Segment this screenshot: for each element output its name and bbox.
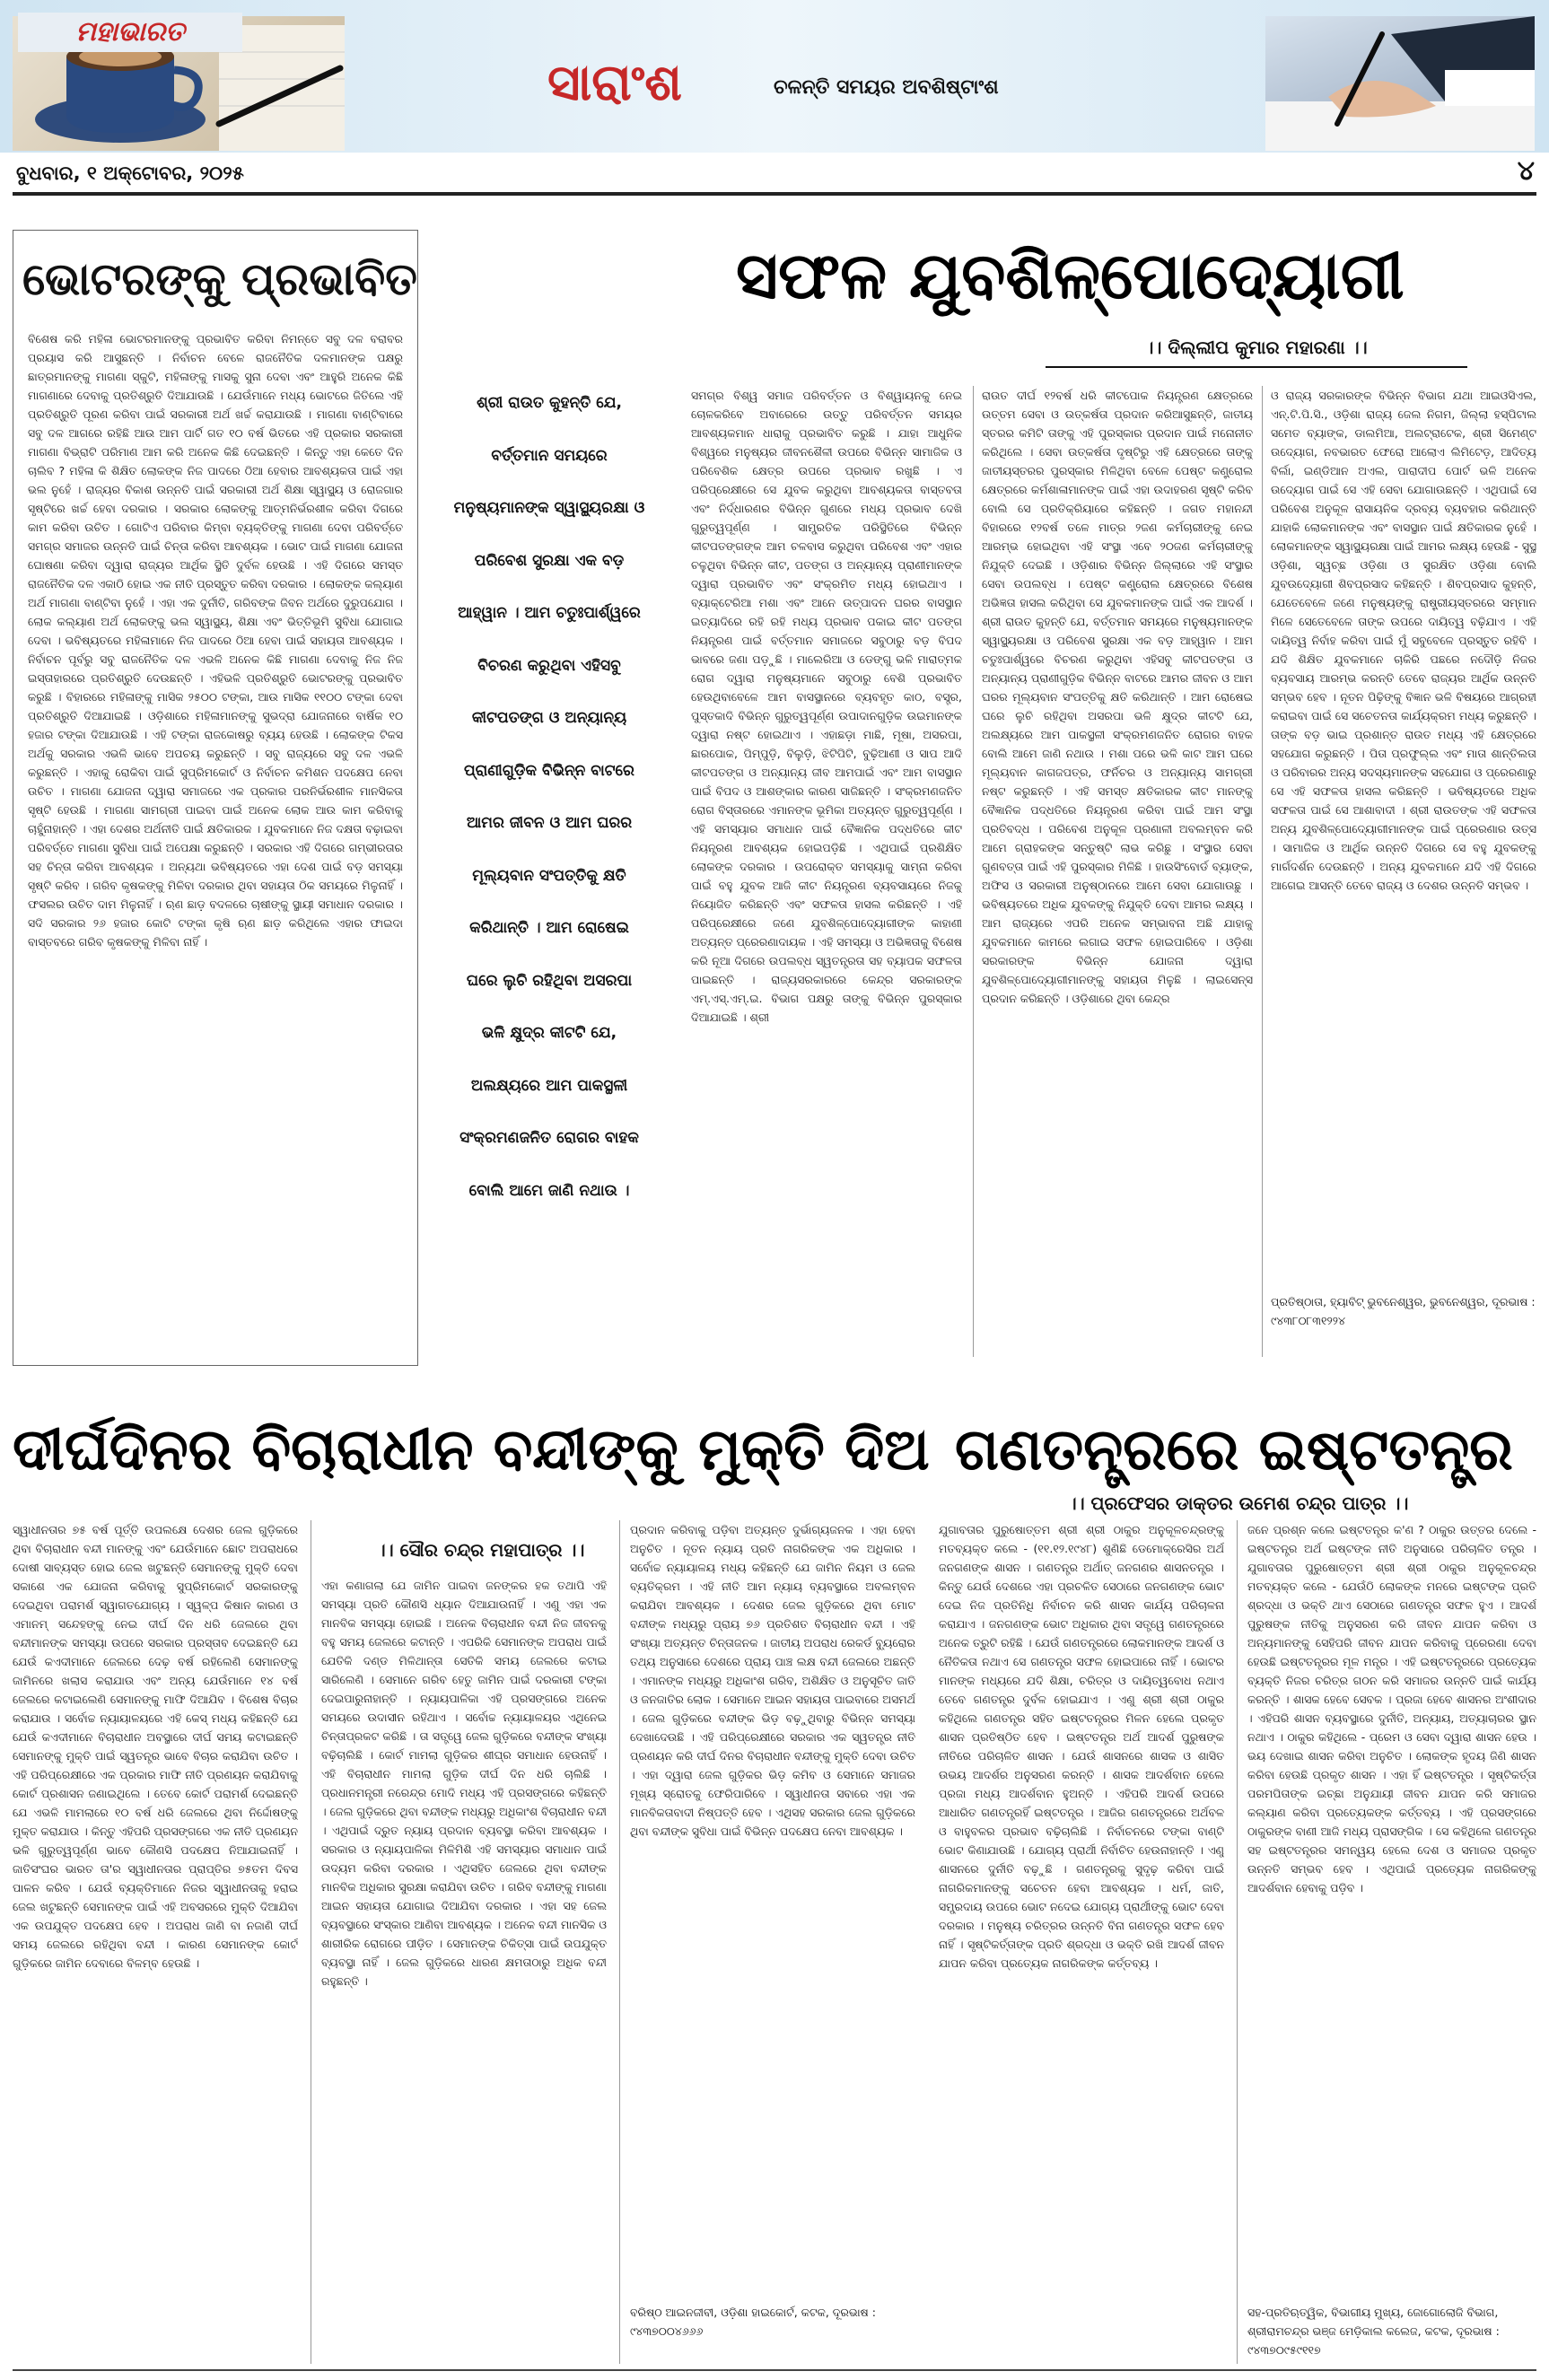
article-democracy-col1: ଯୁଗାବତାର ପୁରୁଷୋତ୍ତମ ଶ୍ରୀ ଶ୍ରୀ ଠାକୁର ଅନୁକୂଳଚନ୍ଦ୍ରଙ୍କୁ ମତବ୍ୟକ୍ତ କଲେ - (୧୧.୧୨.୧୯୪୮) ଶୁଣିଛି ଡେମୋକ୍ରେସିର ଅର୍ଥ ଜନଗଣଙ୍କ ଶାସନ । ଗଣତନ୍ତ୍ର ଅର୍ଥାତ୍ ଜନଗଣର ଶାସନତନ୍ତ୍ର । କିନ୍ତୁ ଯେଉଁ ଦେଶରେ ଏହା ପ୍ରଚଳିତ ସେଠାରେ ଜନଗଣଙ୍କ ଭୋଟ ଦେଇ ନିଜ ପ୍ରତିନିଧି ନିର୍ବାଚନ କରି ଶାସନ କାର୍ଯ୍ୟ ପରିଚାଳନା କରାଯାଏ । ଜନଗଣଙ୍କ ଭୋଟ ଅଧିକାର ଥିବା ସତ୍ତ୍ୱେ ଗଣତନ୍ତ୍ରରେ ଅନେକ ତ୍ରୁଟି ରହିଛି । ଯେଉଁ ଗଣତନ୍ତ୍ରରେ ଲୋକମାନଙ୍କ ଆଦର୍ଶ ଓ ନୈତିକତା ନଥାଏ ସେ ଗଣତନ୍ତ୍ର ସଫଳ ହୋଇପାରେ ନାହିଁ । ଭୋଟର ମାନଙ୍କ ମଧ୍ୟରେ ଯଦି ଶିକ୍ଷା, ଚରିତ୍ର ଓ ଦାୟିତ୍ୱବୋଧ ନଥାଏ ତେବେ ଗଣତନ୍ତ୍ର ଦୁର୍ବଳ ହୋଇଯାଏ । ଏଣୁ ଶ୍ରୀ ଶ୍ରୀ ଠାକୁର କହିଥିଲେ ଗଣତନ୍ତ୍ର ସହିତ ଇଷ୍ଟତନ୍ତ୍ରର ମିଳନ ହେଲେ ପ୍ରକୃତ ଶାସନ ପ୍ରତିଷ୍ଠିତ ହେବ । ଇଷ୍ଟତନ୍ତ୍ର ଅର୍ଥ ଆଦର୍ଶ ପୁରୁଷଙ୍କ ନୀତିରେ ପରିଚାଳିତ ଶାସନ । ଯେଉଁ ଶାସନରେ ଶାସକ ଓ ଶାସିତ ଉଭୟ ଆଦର୍ଶର ଅନୁସରଣ କରନ୍ତି । ଶାସକ ଆଦର୍ଶବାନ ହେଲେ ପ୍ରଜା ମଧ୍ୟ ଆଦର୍ଶବାନ ହୁଅନ୍ତି । ଏହିପରି ଆଦର୍ଶ ଉପରେ ଆଧାରିତ ଗଣତନ୍ତ୍ରହିଁ ଇଷ୍ଟତନ୍ତ୍ର । ଆଜିର ଗଣତନ୍ତ୍ରରେ ଅର୍ଥବଳ ଓ ବାହୁବଳର ପ୍ରଭାବ ବଢ଼ିଚାଲିଛି । ନିର୍ବାଚନରେ ଟଙ୍କା ବାଣ୍ଟି ଭୋଟ କିଣାଯାଉଛି । ଯୋଗ୍ୟ ପ୍ରାର୍ଥୀ ନିର୍ବାଚିତ ହେଉନାହାନ୍ତି । ଏଣୁ ଶାସନରେ ଦୁର୍ନୀତି ବଢ଼ୁଛି । ଗଣତନ୍ତ୍ରକୁ ସୁଦୃଢ଼ କରିବା ପାଇଁ ନାଗରିକମାନଙ୍କୁ ସଚେତନ ହେବା ଆବଶ୍ୟକ । ଧର୍ମ, ଜାତି, ସମ୍ପ୍ରଦାୟ ଉପରେ ଭୋଟ ନଦେଇ ଯୋଗ୍ୟ ପ୍ରାର୍ଥୀଙ୍କୁ ଭୋଟ ଦେବା ଦରକାର । ମନୁଷ୍ୟ ଚରିତ୍ରର ଉନ୍ନତି ବିନା ଗଣତନ୍ତ୍ର ସଫଳ ହେବ ନାହିଁ । ସୃଷ୍ଟିକର୍ତ୍ତାଙ୍କ ପ୍ରତି ଶ୍ରଦ୍ଧା ଓ ଭକ୍ତି ରଖି ଆଦର୍ଶ ଜୀବନ ଯାପନ କରିବା ପ୍ରତ୍ୟେକ ନାଗରିକଙ୍କ କର୍ତ୍ତବ୍ୟ । xyxy=(939,1523,1224,1970)
pull-quote-line: ଅଲକ୍ଷ୍ୟରେ ଆମ ପାକସ୍ଥଳୀ xyxy=(470,1076,628,1095)
pull-quote-line: ଘରେ ଲୁଚି ରହିଥିବା ଅସରପା xyxy=(466,971,633,990)
article-democracy-headline: ଗଣତନ୍ତ୍ରରେ ଇଷ୍ଟତନ୍ତ୍ର xyxy=(955,1417,1513,1483)
column-divider xyxy=(1237,1520,1238,2364)
column-divider xyxy=(619,1520,620,2364)
pull-quote-line: କୀଟପତଙ୍ଗ ଓ ଅନ୍ୟାନ୍ୟ xyxy=(471,709,627,727)
article-entrepreneur-byline: ।। ଦିଲ୍ଲୀପ କୁମାର ମହାରଣା ।। xyxy=(1145,337,1368,358)
article-entrepreneur-col1: ସମଗ୍ର ବିଶ୍ୱ ସମାଜ ପରିବର୍ତ୍ତନ ଓ ବିଶ୍ୱାୟନକୁ ନେଇ ଚୋଳକରିବେ ଅବାରେରେ ଉତ୍ତୁ ପରିବର୍ତ୍ତନ ସମୟର ଆବଶ୍ୟକମାନ ଧାରାକୁ ପ୍ରଭାବିତ କରୁଛି । ଯାହା ଆଧୁନିକ ବିଶ୍ୱରେ ମନୁଷ୍ୟର ଜୀବନଶୈଳୀ ଉପରେ ବିଭିନ୍ନ ସାମାଜିକ ଓ ପରିବେଶିକ କ୍ଷେତ୍ର ଉପରେ ପ୍ରଭାବ ରଖୁଛି । ଏ ପରିପ୍ରେକ୍ଷୀରେ ସେ ଯୁବକ କରୁଥିବା ଆବଶ୍ୟକତା ବାସ୍ତବତା ଏବଂ ନିର୍ଦ୍ଧାରଣର ବିଭିନ୍ନ ଗୁଣରେ ମଧ୍ୟ ପ୍ରଭାବ ଦେଖି ଗୁରୁତ୍ୱପୂର୍ଣ୍ଣ । ସାମ୍ପ୍ରତିକ ପରିସ୍ଥିତିରେ ବିଭିନ୍ନ କୀଟପତଙ୍ଗଙ୍କ ଆମ ଚଳବାସ କରୁଥିବା ପରିବେଶ ଏବଂ ଏହାର ଚଳୁଥିବା ବିଭିନ୍ନ କୀଟ, ପତଙ୍ଗ ଓ ଅନ୍ୟାନ୍ୟ ପ୍ରାଣୀମାନଙ୍କ ଦ୍ୱାରା ପ୍ରଭାବିତ ଏବଂ ସଂକ୍ରମିତ ମଧ୍ୟ ହୋଇଥାଏ । ବ୍ୟାକ୍ଟେରିଆ ମଶା ଏବଂ ଆନେ ଉତ୍ପାଦନ ଘରର ବାସସ୍ଥାନ ଇତ୍ୟାଦିରେ ରହି ରହି ମଧ୍ୟ ପ୍ରଭାବ ପକାଇ କୀଟ ପତଙ୍ଗ ନିୟନ୍ତ୍ରଣ ପାଇଁ ବର୍ତ୍ତମାନ ସମାଜରେ ସବୁଠାରୁ ବଡ଼ ବିପଦ ଭାବରେ ଜଣା ପଡ଼ୁଛି । ମାଲେରିଆ ଓ ଡେଙ୍ଗୁ ଭଳି ମାରାତ୍ମକ ରୋଗ ଦ୍ୱାରା ମନୁଷ୍ୟମାନେ ସବୁଠାରୁ ବେଶି ପ୍ରଭାବିତ ହେଉଥିବାବେଳେ ଆମ ବାସସ୍ଥାନରେ ବ୍ୟବହୃତ କାଠ, ବସ୍ତ୍ର, ପୁସ୍ତକାଦି ବିଭିନ୍ନ ଗୁରୁତ୍ୱପୂର୍ଣ୍ଣ ଉପାଦାନଗୁଡ଼ିକ ଉଇମାନଙ୍କ ଦ୍ୱାରା ନଷ୍ଟ ହୋଇଥାଏ । ଏହାଛଡ଼ା ମାଛି, ମୂଷା, ଅସରପା, ଛାରପୋକ, ପିମ୍ପୁଡ଼ି, ବିଲୁଡ଼ି, ଝିଟିପିଟି, ବୁଢ଼ିଆଣୀ ଓ ସାପ ଆଦି କୀଟପତଙ୍ଗ ଓ ଅନ୍ୟାନ୍ୟ ଜୀବ ଆମପାଇଁ ଏବଂ ଆମ ବାସସ୍ଥାନ ପାଇଁ ବିପଦ ଓ ଆଶଙ୍କାର କାରଣ ସାଜିଛନ୍ତି । ସଂକ୍ରମଣଜନିତ ରୋଗ ବିସ୍ତାରରେ ଏମାନଙ୍କ ଭୂମିକା ଅତ୍ୟନ୍ତ ଗୁରୁତ୍ୱପୂର୍ଣ୍ଣ । ଏହି ସମସ୍ୟାର ସମାଧାନ ପାଇଁ ବୈଜ୍ଞାନିକ ପଦ୍ଧତିରେ କୀଟ ନିୟନ୍ତ୍ରଣ ଆବଶ୍ୟକ ହୋଇପଡ଼ିଛି । ଏଥିପାଇଁ ପ୍ରଶିକ୍ଷିତ ଲୋକଙ୍କ ଦରକାର । ଉପରୋକ୍ତ ସମସ୍ୟାକୁ ସାମ୍ନା କରିବା ପାଇଁ ବହୁ ଯୁବକ ଆଜି କୀଟ ନିୟନ୍ତ୍ରଣ ବ୍ୟବସାୟରେ ନିଜକୁ ନିୟୋଜିତ କରିଛନ୍ତି ଏବଂ ସଫଳତା ହାସଲ କରିଛନ୍ତି । ଏହି ପରିପ୍ରେକ୍ଷୀରେ ଜଣେ ଯୁବଶିଳ୍ପୋଦ୍ୟୋଗୀଙ୍କ କାହାଣୀ ଅତ୍ୟନ୍ତ ପ୍ରେରଣାଦାୟକ । ଏହି ସମସ୍ୟା ଓ ଅଭିଜ୍ଞତାକୁ ବିଶେଷ କରି ନୂଆ ଦିଗରେ ଉପଲବ୍ଧ ସ୍ୱତନ୍ତ୍ରତା ସହ ବ୍ୟାପକ ସଫଳତା ପାଇଛନ୍ତି । ରାଜ୍ୟସରକାରରେ କେନ୍ଦ୍ର ସରକାରଙ୍କ ଏମ୍‌.ଏସ୍‌.ଏମ୍‌.ଇ. ବିଭାଗ ପକ୍ଷରୁ ତାଙ୍କୁ ବିଭିନ୍ନ ପୁରସ୍କାର ଦିଆଯାଇଛି । ଶ୍ରୀ xyxy=(691,389,962,1024)
pull-quote-line: ସଂକ୍ରମଣଜନିତ ରୋଗର ବାହକ xyxy=(459,1129,639,1147)
article-entrepreneur-headline: ସଫଳ ଯୁବଶିଳ୍ପୋଦ୍ୟୋଗୀ xyxy=(736,238,1405,313)
article-prisoners-headline: ଦୀର୍ଘଦିନର ବିଚାରାଧୀନ ବନ୍ଦୀଙ୍କୁ ମୁକ୍ତି ଦିଅ xyxy=(13,1417,930,1483)
section-tagline: ଚଳନ୍ତି ସମୟର ଅବଶିଷ୍ଟାଂଶ xyxy=(774,76,999,99)
pull-quote-line: ପ୍ରାଣୀଗୁଡ଼ିକ ବିଭିନ୍ନ ବାଟରେ xyxy=(464,761,634,780)
pull-quote-line: ବର୍ତ୍ତମାନ ସମୟରେ xyxy=(491,446,608,465)
pull-quote-line: ପରିବେଶ ସୁରକ୍ଷା ଏକ ବଡ଼ xyxy=(474,551,625,570)
pull-quote-line: ବିଚରଣ କରୁଥିବା ଏହିସବୁ xyxy=(477,656,621,675)
article-prisoners-col1: ସ୍ୱାଧୀନତାର ୭୫ ବର୍ଷ ପୂର୍ତ୍ତି ଉପଲକ୍ଷେ ଦେଶର ଜେଲ ଗୁଡ଼ିକରେ ଥିବା ବିଚାରାଧୀନ ବନ୍ଦୀ ମାନଙ୍କୁ ଏବଂ ଯେଉଁମାନେ ଛୋଟ ଅପରାଧରେ ଦୋଷୀ ସାବ୍ୟସ୍ତ ହୋଇ ଜେଲ ଖଟୁଛନ୍ତି ସେମାନଙ୍କୁ ମୁକ୍ତି ଦେବା ସକାଶେ ଏକ ଯୋଜନା କରିବାକୁ ସୁପ୍ରିମକୋର୍ଟ ସରକାରଙ୍କୁ ଦେଇଥିବା ପରାମର୍ଶ ସ୍ୱାଗତଯୋଗ୍ୟ । ସ୍ୱଳ୍ପ କିଷାନ କାରଣ ଓ ଏମାନମ୍ ସନ୍ଦେହଙ୍କୁ ନେଇ ଦୀର୍ଘ ଦିନ ଧରି ଜେଲରେ ଥିବା ବନ୍ଦୀମାନଙ୍କ ସମସ୍ୟା ଉପରେ ସରକାର ପ୍ରସ୍ତାବ ଦେଇଛନ୍ତି ଯେ ଯେଉଁ କଏଦୀମାନେ ଜେଲରେ ଦେଢ଼ ବର୍ଷ ରହିଲେଣି ସେମାନଙ୍କୁ ଜାମିନରେ ଖଲାସ କରାଯାଉ ଏବଂ ଅନ୍ୟ ଯେଉଁମାନେ ୧୪ ବର୍ଷ ଜେଲରେ କଟାଇଲେଣି ସେମାନଙ୍କୁ ମାଫି ଦିଆଯିବ । ବିଶେଷ ବିଚାର କରାଯାଉ । ସର୍ବୋଚ୍ଚ ନ୍ୟାୟାଳୟରେ ଏହି କେସ୍ ମଧ୍ୟ କହିଛନ୍ତି ଯେ ଯେଉଁ କଏଦୀମାନେ ବିଚାରାଧୀନ ଅବସ୍ଥାରେ ଦୀର୍ଘ ସମୟ କଟାଇଛନ୍ତି ସେମାନଙ୍କୁ ମୁକ୍ତି ପାଇଁ ସ୍ୱତନ୍ତ୍ର ଭାବେ ବିଚାର କରାଯିବା ଉଚିତ । ଏହି ପରିପ୍ରେକ୍ଷୀରେ ଏକ ପ୍ରକାର ମାଫି ନୀତି ପ୍ରଣୟନ କରାଯିବାକୁ କୋର୍ଟ ପ୍ରଶାସନ ଜଣାଇଥିଲେ । ତେବେ କୋର୍ଟ ପରାମର୍ଶ ଦେଇଛନ୍ତି ଯେ ଏଭଳି ମାମଲାରେ ୧୦ ବର୍ଷ ଧରି ଜେଲରେ ଥିବା ନିର୍ଦ୍ଦୋଷଙ୍କୁ ମୁକ୍ତ କରାଯାଉ । କିନ୍ତୁ ଏହିପରି ପ୍ରସଙ୍ଗରେ ଏକ ନୀତି ପ୍ରଣୟନ ଭଳି ଗୁରୁତ୍ୱପୂର୍ଣ୍ଣ ଭାବେ କୌଣସି ପଦକ୍ଷେପ ନିଆଯାଇନାହିଁ । ଜାତିସଂଘର ଭାରତ ତା'ର ସ୍ୱାଧୀନତାର ପ୍ରାପ୍ତିର ୭୫ତମ ଦିବସ ପାଳନ କରିବ । ଯେଉଁ ବ୍ୟକ୍ତିମାନେ ନିଜର ସ୍ୱାଧୀନତାକୁ ହରାଇ ଜେଲ ଖଟୁଛନ୍ତି ସେମାନଙ୍କ ପାଇଁ ଏହି ଅବସରରେ ମୁକ୍ତି ଦିଆଯିବା ଏକ ଉପଯୁକ୍ତ ପଦକ୍ଷେପ ହେବ । ଅପରାଧ ଜାଣି ବା ନଜାଣି ଦୀର୍ଘ ସମୟ ଜେଲରେ ରହିଥିବା ବନ୍ଦୀ । କାରଣ ସେମାନଙ୍କ କୋର୍ଟ ଗୁଡ଼ିକରେ ଜାମିନ ଦେବାରେ ବିଳମ୍ବ ହେଉଛି । xyxy=(13,1523,298,1970)
article-prisoners-col2: ଏହା କଣାଗଲା ଯେ ଜାମିନ ପାଇବା ଜନଙ୍କର ହକ ତଥାପି ଏହି ସମସ୍ୟା ପ୍ରତି କୌଣସି ଧ୍ୟାନ ଦିଆଯାଉନାହିଁ । ଏଣୁ ଏହା ଏକ ମାନବିକ ସମସ୍ୟା ହୋଇଛି । ଅନେକ ବିଚାରାଧୀନ ବନ୍ଦୀ ନିଜ ଜୀବନକୁ ବହୁ ସମୟ ଜେଲରେ କଟାନ୍ତି । ଏପରିକି ସେମାନଙ୍କ ଅପରାଧ ପାଇଁ ଯେତିକି ଦଣ୍ଡ ମିଳିଥାନ୍ତା ସେତିକି ସମୟ ଜେଲରେ କଟାଇ ସାରିଲେଣି । ସେମାନେ ଗରିବ ହେତୁ ଜାମିନ ପାଇଁ ଦରକାରୀ ଟଙ୍କା ଦେଇପାରୁନାହାନ୍ତି । ନ୍ୟାୟପାଳିକା ଏହି ପ୍ରସଙ୍ଗରେ ଅନେକ ସମୟରେ ଉଦାସୀନ ରହିଥାଏ । ସର୍ବୋଚ୍ଚ ନ୍ୟାୟାଳୟର ଏଥିନେଇ ଚିନ୍ତାପ୍ରକଟ କରିଛି । ତା ସତ୍ତ୍ୱେ ଜେଲ ଗୁଡ଼ିକରେ ବନ୍ଦୀଙ୍କ ସଂଖ୍ୟା ବଢ଼ିଚାଲିଛି । କୋର୍ଟ ମାମଲା ଗୁଡ଼ିକର ଶୀଘ୍ର ସମାଧାନ ହେଉନାହିଁ । ଏହି ବିଚାରାଧୀନ ମାମଲା ଗୁଡ଼ିକ ଦୀର୍ଘ ଦିନ ଧରି ଚାଲିଛି । ପ୍ରଧାନମନ୍ତ୍ରୀ ନରେନ୍ଦ୍ର ମୋଦି ମଧ୍ୟ ଏହି ପ୍ରସଙ୍ଗରେ କହିଛନ୍ତି । ଜେଲ ଗୁଡ଼ିକରେ ଥିବା ବନ୍ଦୀଙ୍କ ମଧ୍ୟରୁ ଅଧିକାଂଶ ବିଚାରାଧୀନ ବନ୍ଦୀ । ଏଥିପାଇଁ ଦ୍ରୁତ ନ୍ୟାୟ ପ୍ରଦାନ ବ୍ୟବସ୍ଥା କରିବା ଆବଶ୍ୟକ । ସରକାର ଓ ନ୍ୟାୟପାଳିକା ମିଳିମିଶି ଏହି ସମସ୍ୟାର ସମାଧାନ ପାଇଁ ଉଦ୍ୟମ କରିବା ଦରକାର । ଏଥିସହିତ ଜେଲରେ ଥିବା ବନ୍ଦୀଙ୍କ ମାନବିକ ଅଧିକାର ସୁରକ୍ଷା କରାଯିବା ଉଚିତ । ଗରିବ ବନ୍ଦୀଙ୍କୁ ମାଗଣା ଆଇନ ସହାୟତା ଯୋଗାଇ ଦିଆଯିବା ଦରକାର । ଏହା ସହ ଜେଲ ବ୍ୟବସ୍ଥାରେ ସଂସ୍କାର ଆଣିବା ଆବଶ୍ୟକ । ଅନେକ ବନ୍ଦୀ ମାନସିକ ଓ ଶାରୀରିକ ରୋଗରେ ପୀଡ଼ିତ । ସେମାନଙ୍କ ଚିକିତ୍ସା ପାଇଁ ଉପଯୁକ୍ତ ବ୍ୟବସ୍ଥା ନାହିଁ । ଜେଲ ଗୁଡ଼ିକରେ ଧାରଣ କ୍ଷମତାଠାରୁ ଅଧିକ ବନ୍ଦୀ ରହୁଛନ୍ତି । xyxy=(321,1579,607,1988)
header-rule xyxy=(13,192,1536,196)
writing-hand-icon xyxy=(1265,16,1535,151)
article-entrepreneur-author-info: ପ୍ରତିଷ୍ଠାତା, ହ୍ୟାବିଟ୍ ଭୁବନେଶ୍ୱର, ଭୁବନେଶ୍ୱର, ଦୂରଭାଷ : ୯୪୩୮୦୮୩୧୨୨୪ xyxy=(1271,1295,1536,1327)
article-democracy-byline: ।। ପ୍ରଫେସର ଡାକ୍ତର ଉମେଶ ଚନ୍ଦ୍ର ପାତ୍ର ।। xyxy=(1068,1492,1409,1514)
article-prisoners-byline: ।। ସୌର ଚନ୍ଦ୍ର ମହାପାତ୍ର ।। xyxy=(377,1539,585,1561)
pull-quote-line: ମନୁଷ୍ୟମାନଙ୍କ ସ୍ୱାସ୍ଥ୍ୟରକ୍ଷା ଓ xyxy=(453,499,645,517)
byline-rule xyxy=(1046,366,1467,368)
pull-quote xyxy=(427,377,671,1221)
article-democracy-author-info: ସହ-ପ୍ରତିଋତ୍ୱିକ, ବିଭାଗୀୟ ମୁଖ୍ୟ, ଜୋଗୋଲୋଜି ବିଭାଗ, ଶ୍ରୀରାମଚନ୍ଦ୍ର ଭଞ୍ଜ ମେଡ଼ିକାଲ କଲେଜ, କଟକ, ଦୂରଭାଷ : ୯୪୩୭୦୯୫୯୧୧୭ xyxy=(1247,2306,1500,2357)
bottom-rule xyxy=(13,2369,1536,2371)
article-voters-box xyxy=(13,230,418,1366)
pull-quote-line: ମୂଲ୍ୟବାନ ସଂପତ୍ତିକୁ କ୍ଷତି xyxy=(472,866,626,885)
article-voters-headline: ଭୋଟରଙ୍କୁ ପ୍ରଭାବିତ xyxy=(22,253,417,305)
section-title: ସାରାଂଶ xyxy=(547,54,682,112)
article-prisoners-col3: ପ୍ରଦାନ କରିବାକୁ ପଡ଼ିବା ଅତ୍ୟନ୍ତ ଦୁର୍ଭାଗ୍ୟଜନକ । ଏହା ହେବା ଅନୁଚିତ । ନୂତନ ନ୍ୟାୟ ପ୍ରତି ନାଗରିକଙ୍କ ଏକ ଅଧିକାର । ସର୍ବୋଚ୍ଚ ନ୍ୟାୟାଳୟ ମଧ୍ୟ କହିଛନ୍ତି ଯେ ଜାମିନ ନିୟମ ଓ ଜେଲ ବ୍ୟତିକ୍ରମ । ଏହି ନୀତି ଆମ ନ୍ୟାୟ ବ୍ୟବସ୍ଥାରେ ଅବଲମ୍ବନ କରାଯିବା ଆବଶ୍ୟକ । ଦେଶର ଜେଲ ଗୁଡ଼ିକରେ ଥିବା ମୋଟ ବନ୍ଦୀଙ୍କ ମଧ୍ୟରୁ ପ୍ରାୟ ୭୬ ପ୍ରତିଶତ ବିଚାରାଧୀନ ବନ୍ଦୀ । ଏହି ସଂଖ୍ୟା ଅତ୍ୟନ୍ତ ଚିନ୍ତାଜନକ । ଜାତୀୟ ଅପରାଧ ରେକର୍ଡ ବ୍ୟୁରୋର ତଥ୍ୟ ଅନୁସାରେ ଦେଶରେ ପ୍ରାୟ ପାଞ୍ଚ ଲକ୍ଷ ବନ୍ଦୀ ଜେଲରେ ଅଛନ୍ତି । ଏମାନଙ୍କ ମଧ୍ୟରୁ ଅଧିକାଂଶ ଗରିବ, ଅଶିକ୍ଷିତ ଓ ଅନୁସୂଚିତ ଜାତି ଓ ଜନଜାତିର ଲୋକ । ସେମାନେ ଆଇନ ସହାୟତା ପାଇବାରେ ଅସମର୍ଥ । ଜେଲ ଗୁଡ଼ିକରେ ବନ୍ଦୀଙ୍କ ଭିଡ଼ ବଢ଼ୁଥିବାରୁ ବିଭିନ୍ନ ସମସ୍ୟା ଦେଖାଦେଉଛି । ଏହି ପରିପ୍ରେକ୍ଷୀରେ ସରକାର ଏକ ସ୍ୱତନ୍ତ୍ର ନୀତି ପ୍ରଣୟନ କରି ଦୀର୍ଘ ଦିନର ବିଚାରାଧୀନ ବନ୍ଦୀଙ୍କୁ ମୁକ୍ତି ଦେବା ଉଚିତ । ଏହା ଦ୍ୱାରା ଜେଲ ଗୁଡ଼ିକର ଭିଡ଼ କମିବ ଓ ସେମାନେ ସମାଜର ମୂଖ୍ୟ ସ୍ରୋତକୁ ଫେରିପାରିବେ । ସ୍ୱାଧୀନତା ସବାରେ ଏହା ଏକ ମାନବିକତାବାଦୀ ନିଷ୍ପତ୍ତି ହେବ । ଏଥିସହ ସରକାର ଜେଲ ଗୁଡ଼ିକରେ ଥିବା ବନ୍ଦୀଙ୍କ ସୁବିଧା ପାଇଁ ବିଭିନ୍ନ ପଦକ୍ଷେପ ନେବା ଆବଶ୍ୟକ । xyxy=(630,1523,915,1838)
pull-quote-line: ବୋଲି ଆମେ ଜାଣି ନଥାଉ । xyxy=(468,1181,630,1200)
article-entrepreneur-col3: ଓ ରାଜ୍ୟ ସରକାରଙ୍କ ବିଭିନ୍ନ ବିଭାଗ ଯଥା ଆଇଓସିଏଲ, ଏନ୍‌.ଟି.ପି.ସି., ଓଡ଼ିଶା ରାଜ୍ୟ ଜେଲ ନିଗମ, ଜିଲ୍ଲା ହସ୍ପିଟାଲ ସମେତ ବ୍ୟାଙ୍କ, ଡାଲମିଆ, ଅଲଟ୍ରାଟେକ, ଶ୍ରୀ ସିମେଣ୍ଟ ଉଦ୍ୟୋଗ, ନବଭାରତ ଫେରୋ ଆଲୋଏ ଲିମିଟେଡ଼, ଆଦିତ୍ୟ ବିର୍ଲା, ଇଣ୍ଡିଆନ ଅଏଲ, ପାରାଦୀପ ପୋର୍ଟ ଭଳି ଅନେକ ଉଦ୍ୟୋଗ ପାଇଁ ସେ ଏହି ସେବା ଯୋଗାଉଛନ୍ତି । ଏଥିପାଇଁ ସେ ପରିବେଶ ଅନୁକୂଳ ରାସାୟନିକ ଦ୍ରବ୍ୟ ବ୍ୟବହାର କରିଥାନ୍ତି ଯାହାକି ଲୋକମାନଙ୍କ ଏବଂ ବାସସ୍ଥାନ ପାଇଁ କ୍ଷତିକାରକ ନୁହେଁ । ଲୋକମାନଙ୍କ ସ୍ୱାସ୍ଥ୍ୟରକ୍ଷା ପାଇଁ ଆମର ଲକ୍ଷ୍ୟ ହେଉଛି - ସୁସ୍ଥ ଓଡ଼ିଶା, ସ୍ୱଚ୍ଛ ଓଡ଼ିଶା ଓ ସୁରକ୍ଷିତ ଓଡ଼ିଶା ବୋଲି ଯୁବଉଦ୍ୟୋଗୀ ଶିବପ୍ରସାଦ କହିଛନ୍ତି । ଶିବପ୍ରସାଦ କୁହନ୍ତି, ଯେତେବେଳେ ଜଣେ ମନୁଷ୍ୟଙ୍କୁ ରାଷ୍ଟ୍ରୀୟସ୍ତରରେ ସମ୍ମାନ ମିଳେ ସେତେବେଳେ ତାଙ୍କ ଉପରେ ଦାୟିତ୍ୱ ବଢ଼ିଯାଏ । ଏହି ଦାୟିତ୍ୱ ନିର୍ବାହ କରିବା ପାଇଁ ମୁଁ ସବୁବେଳେ ପ୍ରସ୍ତୁତ ରହିବି । ଯଦି ଶିକ୍ଷିତ ଯୁବକମାନେ ଚାକିରି ପଛରେ ନଦୌଡ଼ି ନିଜର ବ୍ୟବସାୟ ଆରମ୍ଭ କରନ୍ତି ତେବେ ରାଜ୍ୟର ଆର୍ଥିକ ଉନ୍ନତି ସମ୍ଭବ ହେବ । ନୂତନ ପିଢ଼ିଙ୍କୁ ବିଜ୍ଞାନ ଭଳି ବିଷୟରେ ଆଗ୍ରହୀ କରାଇବା ପାଇଁ ସେ ସଚେତନତା କାର୍ଯ୍ୟକ୍ରମ ମଧ୍ୟ କରୁଛନ୍ତି । ତାଙ୍କ ବଡ଼ ଭାଇ ପ୍ରଶାନ୍ତ ରାଉତ ମଧ୍ୟ ଏହି କ୍ଷେତ୍ରରେ ସହଯୋଗ କରୁଛନ୍ତି । ପିତା ପ୍ରଫୁଲ୍ଲ ଏବଂ ମାତା ଶାନ୍ତିଲତା ଓ ପରିବାରର ଅନ୍ୟ ସଦସ୍ୟମାନଙ୍କ ସହଯୋଗ ଓ ପ୍ରେରଣାରୁ ସେ ଏହି ସଫଳତା ହାସଲ କରିଛନ୍ତି । ଭବିଷ୍ୟତରେ ଅଧିକ ସଫଳତା ପାଇଁ ସେ ଆଶାବାଦୀ । ଶ୍ରୀ ରାଉତଙ୍କ ଏହି ସଫଳତା ଅନ୍ୟ ଯୁବଶିଳ୍ପୋଦ୍ୟୋଗୀମାନଙ୍କ ପାଇଁ ପ୍ରେରଣାର ଉତ୍ସ । ସାମାଜିକ ଓ ଆର୍ଥିକ ଉନ୍ନତି ଦିଗରେ ସେ ବହୁ ଯୁବକଙ୍କୁ ମାର୍ଗଦର୍ଶନ ଦେଉଛନ୍ତି । ଅନ୍ୟ ଯୁବକମାନେ ଯଦି ଏହି ଦିଗରେ ଆଗେଇ ଆସନ୍ତି ତେବେ ରାଜ୍ୟ ଓ ଦେଶର ଉନ୍ନତି ସମ୍ଭବ । xyxy=(1271,389,1536,892)
logo: ମହାଭାରତ xyxy=(18,13,242,52)
article-democracy-col2: ଜନେ ପ୍ରଶ୍ନ କଲେ ଇଷ୍ଟତନ୍ତ୍ର କ'ଣ ? ଠାକୁର ଉତ୍ତର ଦେଲେ - ଇଷ୍ଟତନ୍ତ୍ର ଅର୍ଥ ଇଷ୍ଟଙ୍କ ନୀତି ଅନୁସାରେ ପରିଚାଳିତ ତନ୍ତ୍ର । ଯୁଗାବତାର ପୁରୁଷୋତ୍ତମ ଶ୍ରୀ ଶ୍ରୀ ଠାକୁର ଅନୁକୂଳଚନ୍ଦ୍ର ମତବ୍ୟକ୍ତ କଲେ - ଯେଉଁଠି ଲୋକଙ୍କ ମନରେ ଇଷ୍ଟଙ୍କ ପ୍ରତି ଶ୍ରଦ୍ଧା ଓ ଭକ୍ତି ଥାଏ ସେଠାରେ ଗଣତନ୍ତ୍ର ସଫଳ ହୁଏ । ଆଦର୍ଶ ପୁରୁଷଙ୍କ ନୀତିକୁ ଅନୁସରଣ କରି ଜୀବନ ଯାପନ କରିବା ଓ ଅନ୍ୟମାନଙ୍କୁ ସେହିପରି ଜୀବନ ଯାପନ କରିବାକୁ ପ୍ରେରଣା ଦେବା ହେଉଛି ଇଷ୍ଟତନ୍ତ୍ରର ମୂଳ ମନ୍ତ୍ର । ଏହି ଇଷ୍ଟତନ୍ତ୍ରରେ ପ୍ରତ୍ୟେକ ବ୍ୟକ୍ତି ନିଜର ଚରିତ୍ର ଗଠନ କରି ସମାଜର ଉନ୍ନତି ପାଇଁ କାର୍ଯ୍ୟ କରନ୍ତି । ଶାସକ ହେବେ ସେବକ । ପ୍ରଜା ହେବେ ଶାସନର ଅଂଶୀଦାର । ଏହିପରି ଶାସନ ବ୍ୟବସ୍ଥାରେ ଦୁର୍ନୀତି, ଅନ୍ୟାୟ, ଅତ୍ୟାଚାରର ସ୍ଥାନ ନଥାଏ । ଠାକୁର କହିଥିଲେ - ପ୍ରେମ ଓ ସେବା ଦ୍ୱାରା ଶାସନ ହେଉ । ଭୟ ଦେଖାଇ ଶାସନ କରିବା ଅନୁଚିତ । ଲୋକଙ୍କ ହୃଦୟ ଜିଣି ଶାସନ କରିବା ହେଉଛି ପ୍ରକୃତ ଶାସନ । ଏହା ହିଁ ଇଷ୍ଟତନ୍ତ୍ର । ସୃଷ୍ଟିକର୍ତ୍ତା ପରମପିତାଙ୍କ ଇଚ୍ଛା ଅନୁଯାୟୀ ଜୀବନ ଯାପନ କରି ସମାଜର କଲ୍ୟାଣ କରିବା ପ୍ରତ୍ୟେକଙ୍କ କର୍ତ୍ତବ୍ୟ । ଏହି ପ୍ରସଙ୍ଗରେ ଠାକୁରଙ୍କ ବାଣୀ ଆଜି ମଧ୍ୟ ପ୍ରାସଙ୍ଗିକ । ସେ କହିଥିଲେ ଗଣତନ୍ତ୍ର ସହ ଇଷ୍ଟତନ୍ତ୍ରର ସମନ୍ୱୟ ହେଲେ ଦେଶ ଓ ସମାଜର ପ୍ରକୃତ ଉନ୍ନତି ସମ୍ଭବ ହେବ । ଏଥିପାଇଁ ପ୍ରତ୍ୟେକ ନାଗରିକଙ୍କୁ ଆଦର୍ଶବାନ ହେବାକୁ ପଡ଼ିବ । xyxy=(1247,1523,1536,1894)
pull-quote-line: ଶ୍ରୀ ରାଉତ କୁହନ୍ତି ଯେ, xyxy=(477,394,622,412)
article-prisoners-author-info: ବରିଷ୍ଠ ଆଇନଜୀବୀ, ଓଡ଼ିଶା ହାଇକୋର୍ଟ, କଟକ, ଦୂରଭାଷ : ୯୪୩୭୦୦୪୬୬୬ xyxy=(630,2306,876,2338)
article-voters-body: ବିଶେଷ କରି ମହିଳା ଭୋଟରମାନଙ୍କୁ ପ୍ରଭାବିତ କରିବା ନିମନ୍ତେ ସବୁ ଦଳ ବରାବର ପ୍ରୟାସ କରି ଆସୁଛନ୍ତି । ନିର୍ବାଚନ ବେଳେ ରାଜନୈତିକ ଦଳମାନଙ୍କ ପକ୍ଷରୁ ଛାତ୍ରମାନଙ୍କୁ ମାଗଣା ସ୍କୁଟି, ମହିଳାଙ୍କୁ ମାସକୁ ସୁନା ଦେବା ଏବଂ ଆହୁରି ଅନେକ କିଛି ମାଗଣାରେ ଦେବାକୁ ପ୍ରତିଶ୍ରୁତି ଦିଆଯାଉଛି । ଯେଉଁମାନେ ମଧ୍ୟ ଭୋଟରେ ଜିତିଲେ ଏହି ପ୍ରତିଶ୍ରୁତି ପୂରଣ କରିବା ପାଇଁ ସରକାରୀ ଅର୍ଥ ଖର୍ଚ୍ଚ କରାଯାଉଛି । ମାଗଣା ବାଣ୍ଟିବାରେ ସବୁ ଦଳ ଆଗରେ ରହିଛି ଆଉ ଆମ ପାର୍ଟି ଗତ ୧୦ ବର୍ଷ ଭିତରେ ଏହି ପ୍ରକାର ସରକାରୀ ମାଗଣା ବିଭ୍ରାଟି ପରିମାଣ ଆମ କରି ଅନେକ କିଛି ଦେଇଛନ୍ତି । କିନ୍ତୁ ଏହା କେତେ ଦିନ ଚାଲିବ ? ମହିଳା କି ଶିକ୍ଷିତ ଲୋକଙ୍କ ନିଜ ପାଦରେ ଠିଆ ହେବାର ଆବଶ୍ୟକତା ପାଇଁ ଏହା ଭଲ ନୁହେଁ । ରାଜ୍ୟର ବିକାଶ ଉନ୍ନତି ପାଇଁ ସରକାରୀ ଅର୍ଥ ଶିକ୍ଷା ସ୍ୱାସ୍ଥ୍ୟ ଓ ରୋଜଗାର ସୃଷ୍ଟିରେ ଖର୍ଚ୍ଚ ହେବା ଦରକାର । ସରକାର ଲୋକଙ୍କୁ ଆତ୍ମନିର୍ଭରଶୀଳ କରିବା ଦିଗରେ କାମ କରିବା ଉଚିତ । ଗୋଟିଏ ପରିବାର କିମ୍ବା ବ୍ୟକ୍ତିଙ୍କୁ ମାଗଣା ଦେବା ପରିବର୍ତ୍ତେ ସମଗ୍ର ସମାଜର ଉନ୍ନତି ପାଇଁ ଚିନ୍ତା କରିବା ଆବଶ୍ୟକ । ଭୋଟ ପାଇଁ ମାଗଣା ଯୋଜନା ଘୋଷଣା କରିବା ଦ୍ୱାରା ରାଜ୍ୟର ଆର୍ଥିକ ସ୍ଥିତି ଦୁର୍ବଳ ହେଉଛି । ଏହି ଦିଗରେ ସମସ୍ତ ରାଜନୈତିକ ଦଳ ଏକାଠି ହୋଇ ଏକ ନୀତି ପ୍ରସ୍ତୁତ କରିବା ଦରକାର । ଲୋକଙ୍କ କଲ୍ୟାଣ ଅର୍ଥ ମାଗଣା ବାଣ୍ଟିବା ନୁହେଁ । ଏହା ଏକ ଦୁର୍ନୀତି, ଗରିବଙ୍କ ଜିବନ ଅର୍ଥରେ ଦୁରୁପଯୋଗ । ଲୋକ କଲ୍ୟାଣ ଅର୍ଥ ଲୋକଙ୍କୁ ଭଲ ସ୍ୱାସ୍ଥ୍ୟ, ଶିକ୍ଷା ଏବଂ ଭିତ୍ତିଭୂମି ସୁବିଧା ଯୋଗାଇ ଦେବା । ଭବିଷ୍ୟତରେ ମହିଳାମାନେ ନିଜ ପାଦରେ ଠିଆ ହେବା ପାଇଁ ସହାୟତା ଆବଶ୍ୟକ । ନିର୍ବାଚନ ପୂର୍ବରୁ ସବୁ ରାଜନୈତିକ ଦଳ ଏଭଳି ଅନେକ କିଛି ମାଗଣା ଦେବାକୁ ନିଜ ନିଜ ଇସ୍ତାହାରରେ ପ୍ରତିଶ୍ରୁତି ଦେଉଛନ୍ତି । ଏହିଭଳି ପ୍ରତିଶ୍ରୁତି ଭୋଟରଙ୍କୁ ପ୍ରଭାବିତ କରୁଛି । ବିହାରରେ ମହିଳାଙ୍କୁ ମାସିକ ୨୫୦୦ ଟଙ୍କା, ଆଉ ମାସିକ ୧୧୦୦ ଟଙ୍କା ଦେବା ପ୍ରତିଶ୍ରୁତି ଦିଆଯାଇଛି । ଓଡ଼ିଶାରେ ମହିଳାମାନଙ୍କୁ ସୁଭଦ୍ରା ଯୋଜନାରେ ବାର୍ଷିକ ୧୦ ହଜାର ଟଙ୍କା ଦିଆଯାଉଛି । ଏହି ଟଙ୍କା ରାଜକୋଷରୁ ବ୍ୟୟ ହେଉଛି । ଲୋକଙ୍କ ଟିକସ ଅର୍ଥକୁ ସରକାର ଏଭଳି ଭାବେ ଅପଚୟ କରୁଛନ୍ତି । ସବୁ ରାଜ୍ୟରେ ସବୁ ଦଳ ଏଭଳି କରୁଛନ୍ତି । ଏହାକୁ ରୋକିବା ପାଇଁ ସୁପ୍ରିମକୋର୍ଟ ଓ ନିର୍ବାଚନ କମିଶନ ପଦକ୍ଷେପ ନେବା ଉଚିତ । ମାଗଣା ଯୋଜନା ଦ୍ୱାରା ସମାଜରେ ଏକ ପ୍ରକାର ପରନିର୍ଭରଶୀଳ ମାନସିକତା ସୃଷ୍ଟି ହେଉଛି । ମାଗଣା ସାମଗ୍ରୀ ପାଇବା ପାଇଁ ଅନେକ ଲୋକ ଆଉ କାମ କରିବାକୁ ଚାହୁଁନାହାନ୍ତି । ଏହା ଦେଶର ଅର୍ଥନୀତି ପାଇଁ କ୍ଷତିକାରକ । ଯୁବକମାନେ ନିଜ ଦକ୍ଷତା ବଢ଼ାଇବା ପରିବର୍ତ୍ତେ ମାଗଣା ସୁବିଧା ପାଇଁ ଅପେକ୍ଷା କରୁଛନ୍ତି । ସରକାର ଏହି ଦିଗରେ ଗମ୍ଭୀରତାର ସହ ଚିନ୍ତା କରିବା ଆବଶ୍ୟକ । ଅନ୍ୟଥା ଭବିଷ୍ୟତରେ ଏହା ଦେଶ ପାଇଁ ବଡ଼ ସମସ୍ୟା ସୃଷ୍ଟି କରିବ । ଗରିବ କୃଷକଙ୍କୁ ମିଳିବା ଦରକାର ଥିବା ସହାୟତା ଠିକ ସମୟରେ ମିଳୁନାହିଁ । ଫସଲର ଉଚିତ ଦାମ ମିଳୁନାହିଁ । ଋଣ ଛାଡ଼ ବଦଳରେ ଚାଷୀଙ୍କୁ ସ୍ଥାୟୀ ସମାଧାନ ଦରକାର । ସଦି ସରକାର ୨୬ ହଜାର କୋଟି ଟଙ୍କା କୃଷି ଋଣ ଛାଡ଼ କରିଥିଲେ ଏହାର ଫାଇଦା ବାସ୍ତବରେ ଗରିବ କୃଷକଙ୍କୁ ମିଳିବା ନାହିଁ । xyxy=(28,332,403,949)
pull-quote-line: ଆମର ଜୀବନ ଓ ଆମ ଘରର xyxy=(466,814,633,832)
issue-date: ବୁଧବାର, ୧ ଅକ୍ଟୋବର, ୨୦୨୫ xyxy=(16,162,244,184)
column-divider xyxy=(973,386,974,1357)
pull-quote-line: କରିଥାନ୍ତି । ଆମ ରୋଷେଇ xyxy=(469,919,629,937)
pull-quote-line: ଭଳି କ୍ଷୁଦ୍ର କୀଟଟି ଯେ, xyxy=(481,1024,617,1042)
pull-quote-line: ଆହ୍ୱାନ । ଆମ ଚତୁଃପାର୍ଶ୍ୱରେ xyxy=(458,604,641,622)
article-entrepreneur-col2: ରାଉତ ଦୀର୍ଘ ୧୨ବର୍ଷ ଧରି କୀଟପୋକ ନିୟନ୍ତ୍ରଣ କ୍ଷେତ୍ରରେ ଉତ୍ତମ ସେବା ଓ ଉତ୍କର୍ଷତା ପ୍ରଦାନ କରିଆସୁଛନ୍ତି, ଜାତୀୟ ସ୍ତରର କମିଟି ତାଙ୍କୁ ଏହି ପୁରସ୍କାର ପ୍ରଦାନ ପାଇଁ ମନୋନୀତ କରିଥିଲେ । ସେବା ଉତ୍କର୍ଷତା ଦୃଷ୍ଟିରୁ ଏହି କ୍ଷେତ୍ରରେ ତାଙ୍କୁ ଜାତୀୟସ୍ତରର ପୁରସ୍କାର ମିଳିଥିବା ବେଳେ ପେଷ୍ଟ କଣ୍ଟ୍ରୋଲ କ୍ଷେତ୍ରରେ କର୍ମଶାଳାମାନଙ୍କ ପାଇଁ ଏହା ଉଦାହରଣ ସୃଷ୍ଟି କରିବ ବୋଲି ସେ ପ୍ରତିକ୍ରିୟାରେ କହିଛନ୍ତି । ଜଗତ ମହାନନ୍ଦୀ ବିହାରରେ ୧୨ବର୍ଷ ତଳେ ମାତ୍ର ୨ଜଣ କର୍ମଚାରୀଙ୍କୁ ନେଇ ଆରମ୍ଭ ହୋଇଥିବା ଏହି ସଂସ୍ଥା ଏବେ ୨୦ଜଣ କର୍ମଚାରୀଙ୍କୁ ନିଯୁକ୍ତି ଦେଇଛି । ଓଡ଼ିଶାର ବିଭିନ୍ନ ଜିଲ୍ଲାରେ ଏହି ସଂସ୍ଥାର ସେବା ଉପଲବ୍ଧ । ପେଷ୍ଟ କଣ୍ଟ୍ରୋଲ କ୍ଷେତ୍ରରେ ବିଶେଷ ଅଭିଜ୍ଞତା ହାସଲ କରିଥିବା ସେ ଯୁବକମାନଙ୍କ ପାଇଁ ଏକ ଆଦର୍ଶ । ଶ୍ରୀ ରାଉତ କୁହନ୍ତି ଯେ, ବର୍ତ୍ତମାନ ସମୟରେ ମନୁଷ୍ୟମାନଙ୍କ ସ୍ୱାସ୍ଥ୍ୟରକ୍ଷା ଓ ପରିବେଶ ସୁରକ୍ଷା ଏକ ବଡ଼ ଆହ୍ୱାନ । ଆମ ଚତୁଃପାର୍ଶ୍ୱରେ ବିଚରଣ କରୁଥିବା ଏହିସବୁ କୀଟପତଙ୍ଗ ଓ ଅନ୍ୟାନ୍ୟ ପ୍ରାଣୀଗୁଡ଼ିକ ବିଭିନ୍ନ ବାଟରେ ଆମର ଜୀବନ ଓ ଆମ ଘରର ମୂଲ୍ୟବାନ ସଂପତ୍ତିକୁ କ୍ଷତି କରିଥାନ୍ତି । ଆମ ରୋଷେଇ ଘରେ ଲୁଚି ରହିଥିବା ଅସରପା ଭଳି କ୍ଷୁଦ୍ର କୀଟଟି ଯେ, ଅଲକ୍ଷ୍ୟରେ ଆମ ପାକସ୍ଥଳୀ ସଂକ୍ରମଣଜନିତ ରୋଗର ବାହକ ବୋଲି ଆମେ ଜାଣି ନଥାଉ । ମଶା ପରେ ଭଳି କାଟ ଆମ ଘରେ ମୂଲ୍ୟବାନ କାଗଜପତ୍ର, ଫର୍ନିଚର ଓ ଅନ୍ୟାନ୍ୟ ସାମଗ୍ରୀ ନଷ୍ଟ କରୁଛନ୍ତି । ଏହି ସମସ୍ତ କ୍ଷତିକାରକ କୀଟ ମାନଙ୍କୁ ବୈଜ୍ଞାନିକ ପଦ୍ଧତିରେ ନିୟନ୍ତ୍ରଣ କରିବା ପାଇଁ ଆମ ସଂସ୍ଥା ପ୍ରତିବଦ୍ଧ । ପରିବେଶ ଅନୁକୂଳ ପ୍ରଣାଳୀ ଅବଲମ୍ବନ କରି ଆମେ ଗ୍ରାହକଙ୍କ ସନ୍ତୁଷ୍ଟି ଲାଭ କରିଛୁ । ସଂସ୍ଥାର ସେବା ଗୁଣବତ୍ତା ପାଇଁ ଏହି ପୁରସ୍କାର ମିଳିଛି । ହାଉସିଂବୋର୍ଡ ବ୍ୟାଙ୍କ, ଅଫିସ ଓ ସରକାରୀ ଅନୁଷ୍ଠାନରେ ଆମେ ସେବା ଯୋଗାଉଛୁ । ଭବିଷ୍ୟତରେ ଅଧିକ ଯୁବକଙ୍କୁ ନିଯୁକ୍ତି ଦେବା ଆମର ଲକ୍ଷ୍ୟ । ଆମ ରାଜ୍ୟରେ ଏପରି ଅନେକ ସମ୍ଭାବନା ଅଛି ଯାହାକୁ ଯୁବକମାନେ କାମରେ ଲଗାଇ ସଫଳ ହୋଇପାରିବେ । ଓଡ଼ିଶା ସରକାରଙ୍କ ବିଭିନ୍ନ ଯୋଜନା ଦ୍ୱାରା ଯୁବଶିଳ୍ପୋଦ୍ୟୋଗୀମାନଙ୍କୁ ସହାୟତା ମିଳୁଛି । ଲାଇସେନ୍ସ ପ୍ରଦାନ କରିଛନ୍ତି । ଓଡ଼ିଶାରେ ଥିବା କେନ୍ଦ୍ର xyxy=(982,389,1253,1005)
page-number: ୪ xyxy=(1517,155,1535,187)
column-divider xyxy=(1262,386,1263,1357)
